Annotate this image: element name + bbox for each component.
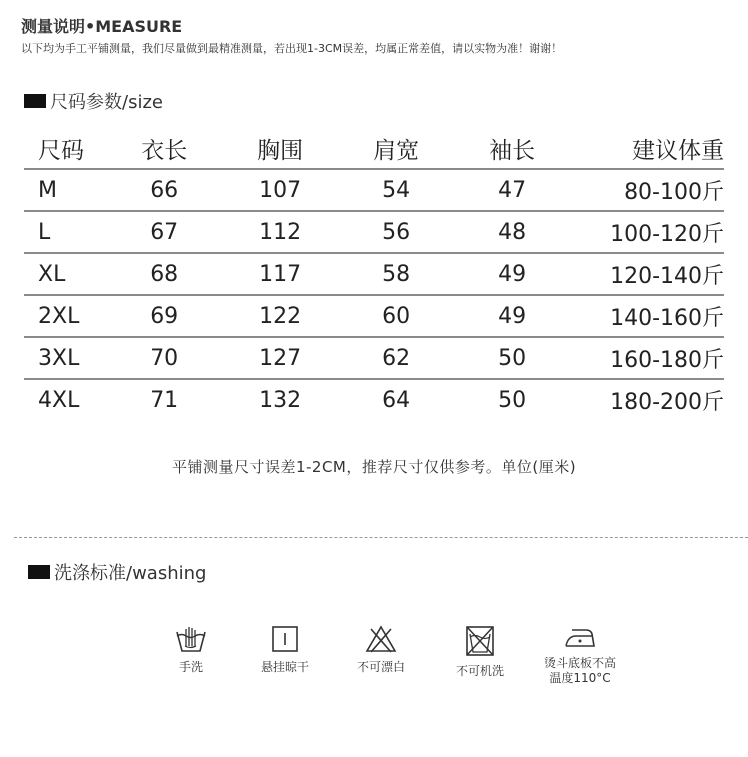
table-cell: 68	[150, 261, 179, 287]
table-cell: 64	[382, 387, 411, 413]
care-item-line-dry	[245, 624, 325, 675]
no-bleach-icon	[364, 624, 398, 654]
column-header: 建议体重	[632, 137, 724, 164]
table-cell: 4XL	[38, 387, 80, 413]
column-header: 袖长	[489, 137, 536, 164]
table-cell: 67	[150, 219, 179, 245]
care-item-iron	[535, 624, 625, 686]
table-cell: XL	[38, 261, 66, 287]
table-cell: 80-100斤	[624, 179, 724, 205]
table-cell: 56	[382, 219, 411, 245]
care-item-hand-wash	[151, 624, 231, 675]
care-label-line: 烫斗底板不高	[543, 656, 616, 670]
care-label: 手洗	[178, 660, 203, 674]
table-cell: 70	[150, 345, 179, 371]
table-cell: 117	[259, 261, 302, 287]
wash-section-heading	[28, 559, 206, 585]
measure-note: 以下均为手工平铺测量，我们尽量做到最精准测量，若出现1-3CM误差，均属正常差值，请以实物为准！谢谢！	[21, 42, 563, 55]
care-label: 不可机洗	[455, 664, 504, 678]
table-cell: 3XL	[38, 345, 80, 371]
table-header-row	[24, 128, 724, 169]
table-cell: 180-200斤	[610, 389, 724, 415]
size-heading-text: 尺码参数/size	[50, 92, 163, 113]
table-cell: 112	[259, 219, 302, 245]
heading-marker	[28, 565, 50, 579]
line-dry-icon	[270, 624, 300, 654]
column-header: 衣长	[141, 137, 188, 164]
table-cell: 66	[150, 177, 179, 203]
iron-icon	[562, 624, 598, 650]
hand-wash-icon	[174, 624, 208, 654]
table-cell: 62	[382, 345, 411, 371]
table-row	[24, 337, 724, 379]
table-cell: 132	[259, 387, 302, 413]
care-label-line: 温度110°C	[549, 671, 611, 685]
care-item-no-bleach	[341, 624, 421, 675]
table-cell: 71	[150, 387, 179, 413]
column-header: 胸围	[257, 137, 304, 164]
table-cell: 58	[382, 261, 411, 287]
table-row	[24, 169, 724, 211]
table-cell: 127	[259, 345, 302, 371]
no-machine-wash-icon	[463, 624, 497, 658]
table-cell: 140-160斤	[610, 305, 724, 331]
table-cell: 60	[382, 303, 411, 329]
table-cell: 2XL	[38, 303, 80, 329]
table-cell: 50	[498, 345, 527, 371]
page-title: 测量说明•MEASURE	[21, 17, 183, 36]
table-cell: 49	[498, 261, 527, 287]
table-row	[24, 379, 724, 420]
wash-heading-text: 洗涤标准/washing	[54, 563, 207, 584]
column-header: 肩宽	[373, 137, 420, 164]
care-label	[535, 656, 625, 686]
table-row	[24, 295, 724, 337]
column-header: 尺码	[38, 137, 84, 164]
table-row	[24, 253, 724, 295]
table-cell: 122	[259, 303, 302, 329]
care-item-no-machine-wash	[440, 624, 520, 679]
size-table	[24, 128, 724, 420]
table-cell: 54	[382, 177, 411, 203]
table-cell: 48	[498, 219, 527, 245]
size-note: 平铺测量尺寸误差1-2CM，推荐尺寸仅供参考。单位(厘米)	[171, 458, 577, 476]
care-label: 悬挂晾干	[260, 660, 309, 674]
table-cell: 69	[150, 303, 179, 329]
size-section-heading	[24, 88, 163, 114]
table-cell: L	[38, 219, 51, 245]
table-cell: 50	[498, 387, 527, 413]
heading-marker	[24, 94, 46, 108]
table-cell: M	[38, 177, 57, 203]
table-cell: 120-140斤	[610, 263, 724, 289]
table-cell: 160-180斤	[610, 347, 724, 373]
section-divider	[14, 537, 748, 538]
table-cell: 100-120斤	[610, 221, 724, 247]
table-cell: 47	[498, 177, 527, 203]
table-cell: 49	[498, 303, 527, 329]
care-label: 不可漂白	[356, 660, 405, 674]
table-row	[24, 211, 724, 253]
table-cell: 107	[259, 177, 302, 203]
